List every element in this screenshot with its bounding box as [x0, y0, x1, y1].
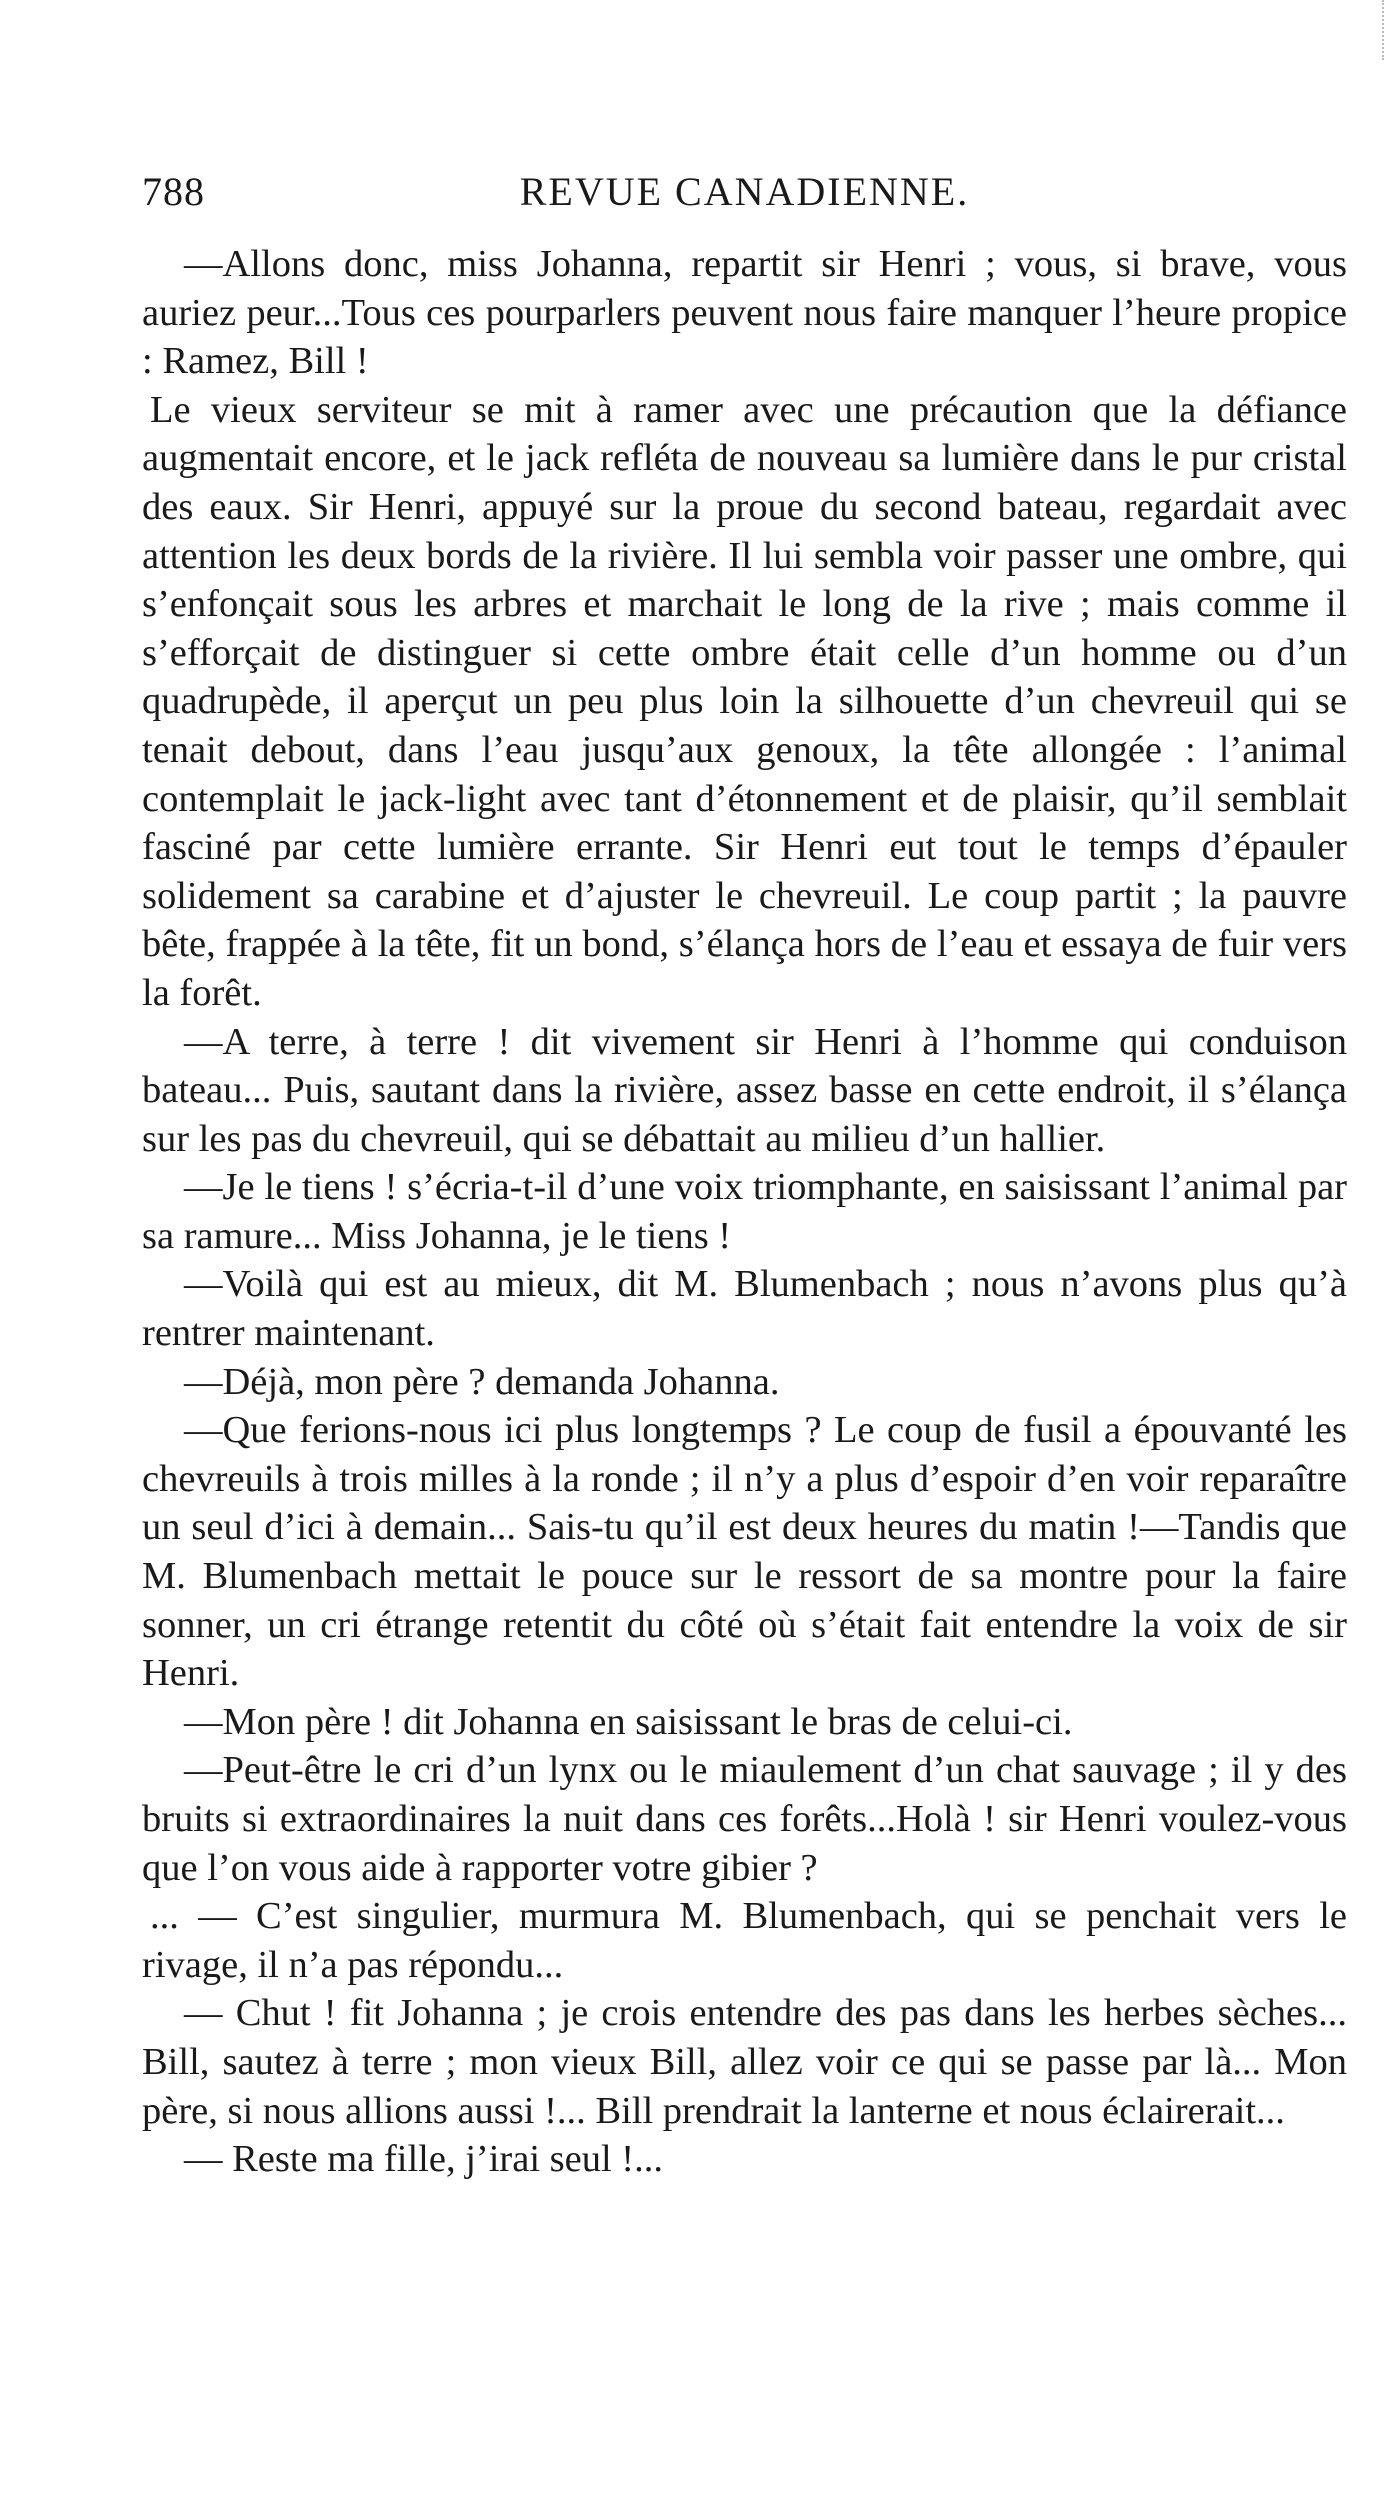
paragraph: —Peut-être le cri d’un lynx ou le miaulement d’un chat sauvage ; il y des bruits si extraordinaires la nuit dans ces forêts...Holà ! sir Henri voulez-vous que l’on vous aide à rapporter votre gibier ? — [142, 1749, 1347, 1889]
paragraph: —Voilà qui est au mieux, dit M. Blumenbach ; nous n’avons plus qu’à rentrer maintenant. — [142, 1263, 1347, 1355]
page-number: 788 — [142, 169, 205, 214]
paragraph: —Allons donc, miss Johanna, repartit sir Henri ; vous, si brave, vous auriez peur...Tous ces pourparlers peuvent nous faire manquer l’heure propice : Ramez, Bill ! — [142, 243, 1347, 383]
paragraph: Le vieux serviteur se mit à ramer avec une précaution que la défiance augmentait encore, et le jack refléta de nouveau sa lumière dans le pur cristal des eaux. Sir Henri, appuyé sur la proue du second bateau, regardait avec attention les deux bords de la rivière. Il lui sembla voir passer une ombre, qui s’enfonçait sous les arbres et marchait le long de la rive ; mais comme il s’efforçait de distinguer si cette ombre était celle d’un homme ou d’un quadrupède, il aperçut un peu plus loin la silhouette d’un chevreuil qui se tenait debout, dans l’eau jusqu’aux genoux, la tête allongée : l’animal contemplait le jack-light avec tant d’étonnement et de plaisir, qu’il semblait fasciné par cette lumière errante. Sir Henri eut tout le temps d’épauler solidement sa carabine et d’ajuster le chevreuil. Le coup partit ; la pauvre bête, frappée à la tête, fit un bond, s’élança hors de l’eau et essaya de fuir vers la forêt. — [142, 388, 1347, 1014]
paragraph: —Mon père ! dit Johanna en saisissant le bras de celui-ci. — [184, 1700, 1073, 1743]
paragraph: —Que ferions-nous ici plus longtemps ? Le coup de fusil a épouvanté les chevreuils à trois milles à la ronde ; il n’y a plus d’espoir d’en voir reparaître un seul d’ici à demain... Sais-tu qu’il est deux heures du matin !—Tandis que M. Blumenbach mettait le pouce sur le ressort de sa montre pour la faire sonner, un cri étrange retentit du côté où s’était fait entendre la voix de sir Henri. — [142, 1409, 1347, 1695]
page — [142, 150, 1347, 2184]
paragraph: — Reste ma fille, j’irai seul !... — [184, 2138, 663, 2181]
paragraph: —Déjà, mon père ? demanda Johanna. — [184, 1360, 780, 1403]
paragraph: —Je le tiens ! s’écria-t-il d’une voix triomphante, en saisissant l’animal par sa ramure... Miss Johanna, je le tiens ! — [142, 1166, 1347, 1257]
running-title: REVUE CANADIENNE. — [519, 169, 970, 214]
paragraph: — Chut ! fit Johanna ; je crois entendre des pas dans les herbes sèches... Bill, sautez à terre ; mon vieux Bill, allez voir ce qui se passe par là... Mon père, si nous allions aussi !... Bill prendrait la lanterne et nous éclairerait... — [142, 1992, 1347, 2132]
page-edge-marks — [1382, 0, 1396, 60]
page-header — [142, 150, 1347, 220]
body-text — [142, 240, 1347, 2184]
paragraph: ... — C’est singulier, murmura M. Blumenbach, qui se penchait vers le rivage, il n’a pas répondu... — [142, 1895, 1347, 1986]
paragraph: —A terre, à terre ! dit vivement sir Henri à l’homme qui conduison bateau... Puis, sautant dans la rivière, assez basse en cette endroit, il s’élança sur les pas du chevreuil, qui se débattait au milieu d’un hallier. — [142, 1020, 1347, 1160]
